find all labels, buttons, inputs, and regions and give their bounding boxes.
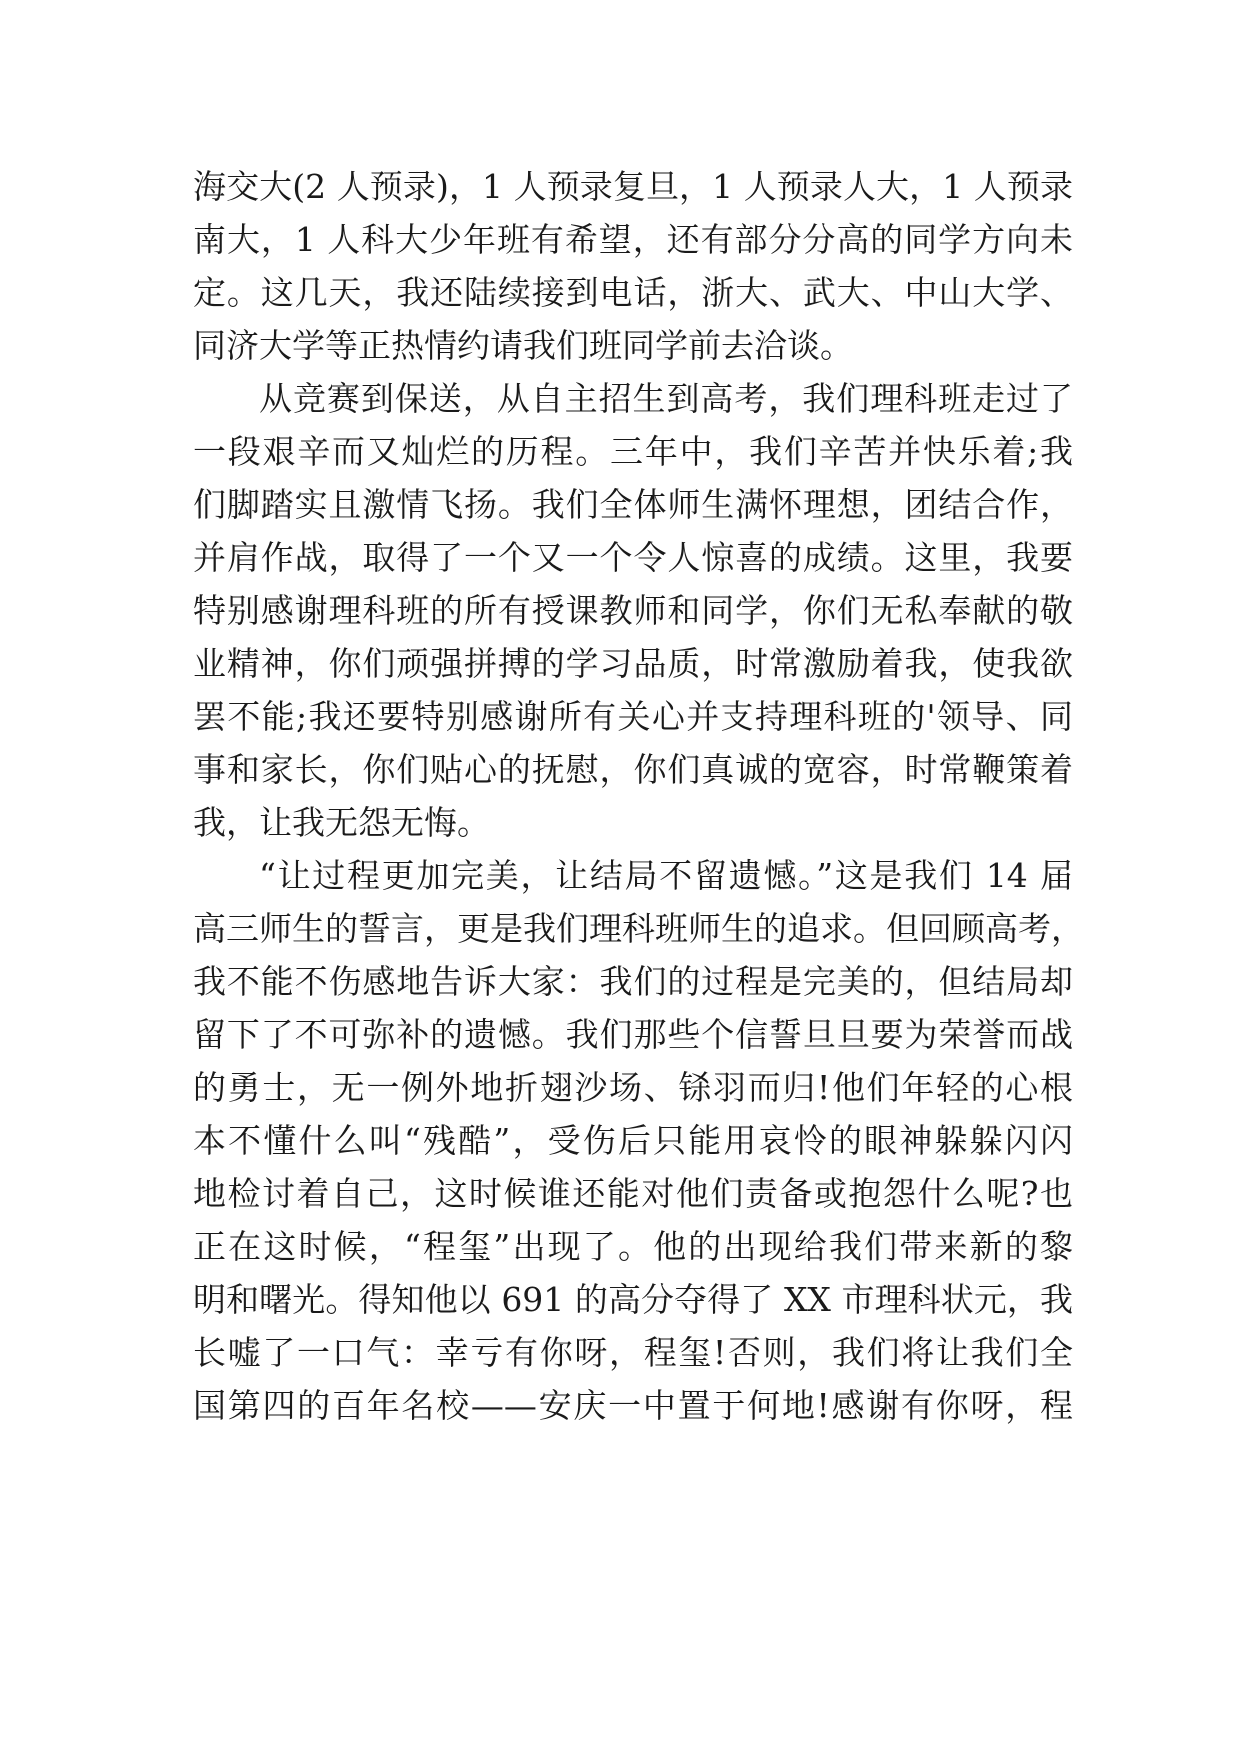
- text-line: 事和家长，你们贴心的抚慰，你们真诚的宽容，时常鞭策着: [193, 750, 1073, 789]
- text-line: 南大，1 人科大少年班有希望，还有部分分高的同学方向未: [193, 220, 1073, 259]
- text-line: 定。这几天，我还陆续接到电话，浙大、武大、中山大学、: [193, 273, 1073, 312]
- text-line: 我不能不伤感地告诉大家：我们的过程是完美的，但结局却: [193, 962, 1073, 1001]
- text-line: 的勇士，无一例外地折翅沙场、铩羽而归!他们年轻的心根: [193, 1068, 1073, 1107]
- text-line: 同济大学等正热情约请我们班同学前去洽谈。: [193, 326, 853, 365]
- text-line: 国第四的百年名校——安庆一中置于何地!感谢有你呀，程: [193, 1386, 1073, 1425]
- text-line: 一段艰辛而又灿烂的历程。三年中，我们辛苦并快乐着;我: [193, 432, 1073, 471]
- text-line: 特别感谢理科班的所有授课教师和同学，你们无私奉献的敬: [193, 591, 1073, 630]
- text-line: 明和曙光。得知他以 691 的高分夺得了 XX 市理科状元，我: [193, 1280, 1073, 1319]
- text-line: 长嘘了一口气：幸亏有你呀，程玺!否则，我们将让我们全: [193, 1333, 1073, 1372]
- text-line: 高三师生的誓言，更是我们理科班师生的追求。但回顾高考，: [193, 909, 1084, 948]
- body-text: [193, 160, 1084, 1432]
- text-line: 海交大(2 人预录)，1 人预录复旦，1 人预录人大，1 人预录: [193, 167, 1073, 206]
- text-line: 们脚踏实且激情飞扬。我们全体师生满怀理想，团结合作，: [193, 485, 1073, 524]
- paragraph-first-line: “让过程更加完美，让结局不留遗憾。”这是我们 14 届: [259, 856, 1073, 895]
- text-line: 我，让我无怨无悔。: [193, 803, 490, 842]
- text-line: 地检讨着自己，这时候谁还能对他们责备或抱怨什么呢?也: [193, 1174, 1073, 1213]
- text-line: 并肩作战，取得了一个又一个令人惊喜的成绩。这里，我要: [193, 538, 1073, 577]
- text-line: 本不懂什么叫“残酷”，受伤后只能用哀怜的眼神躲躲闪闪: [193, 1121, 1073, 1160]
- text-line: 业精神，你们顽强拼搏的学习品质，时常激励着我，使我欲: [193, 644, 1073, 683]
- paragraph-first-line: 从竞赛到保送，从自主招生到高考，我们理科班走过了: [259, 379, 1073, 418]
- text-line: 罢不能;我还要特别感谢所有关心并支持理科班的'领导、同: [193, 697, 1073, 736]
- text-line: 留下了不可弥补的遗憾。我们那些个信誓旦旦要为荣誉而战: [193, 1015, 1073, 1054]
- text-line: 正在这时候，“程玺”出现了。他的出现给我们带来新的黎: [193, 1227, 1073, 1266]
